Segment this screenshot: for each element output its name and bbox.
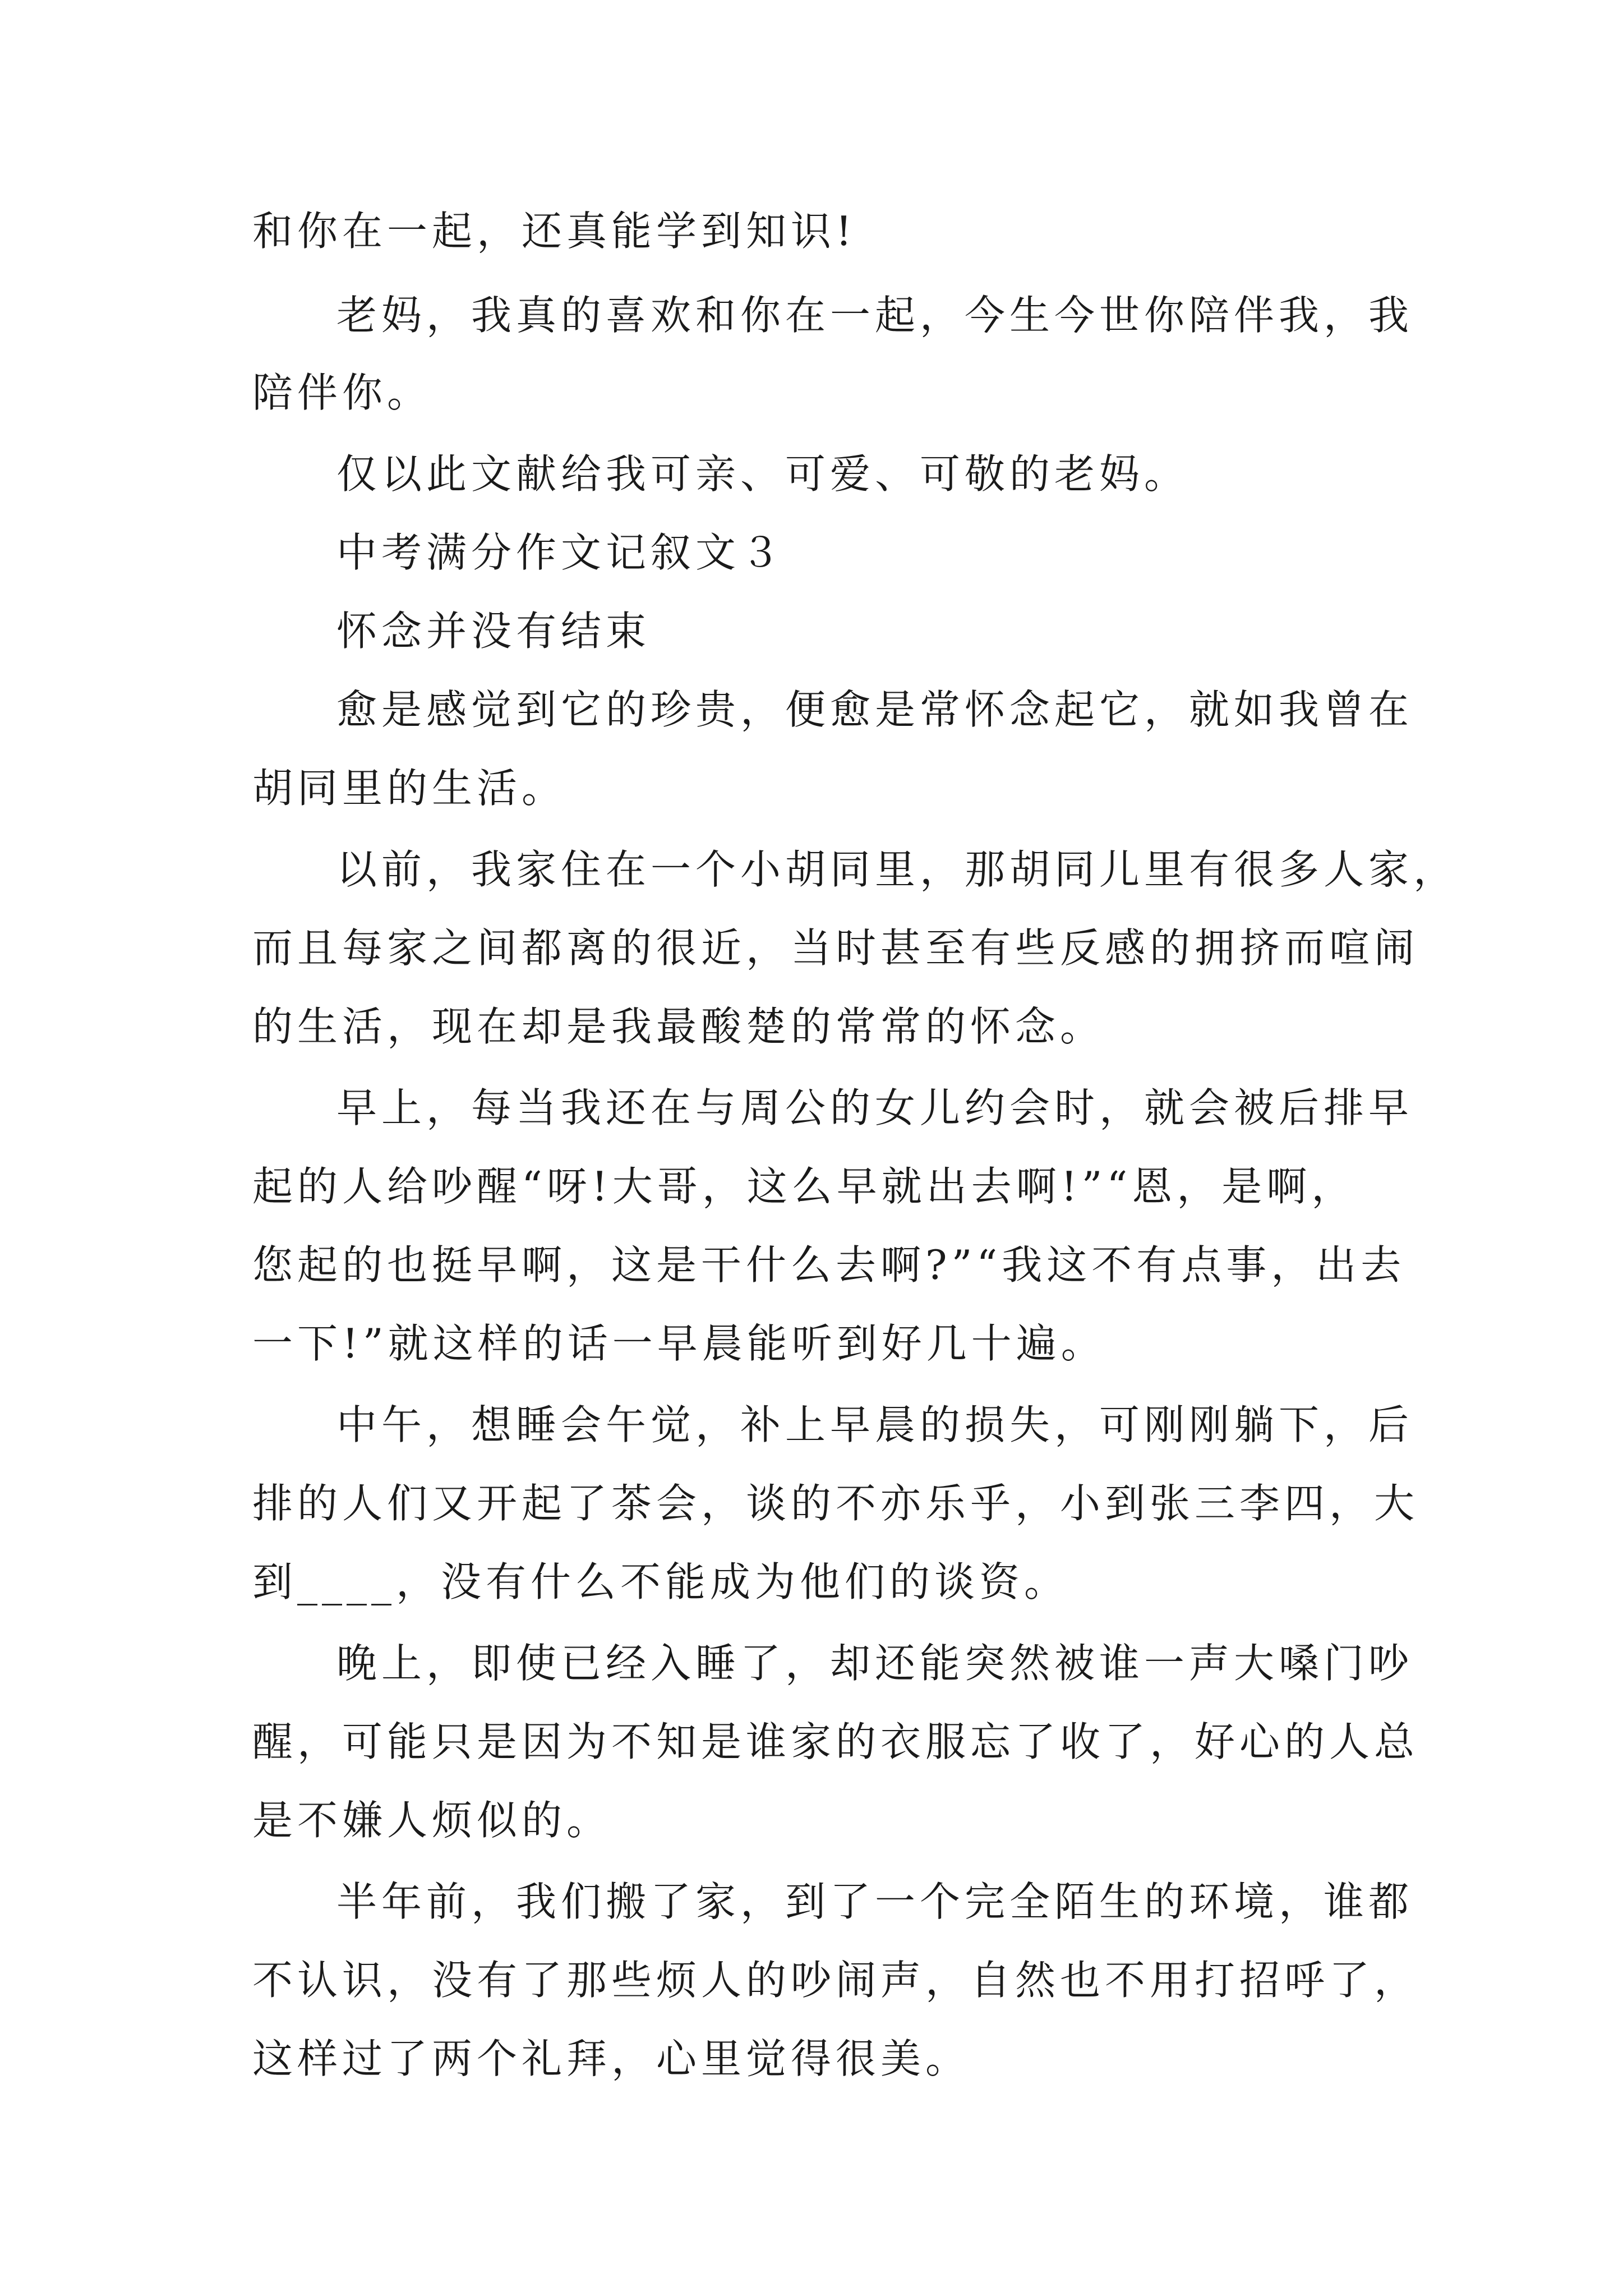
text-line: 醒，可能只是因为不知是谁家的衣服忘了收了，好心的人总 — [252, 1718, 1419, 1765]
text-line: 胡同里的生活。 — [252, 765, 567, 812]
text-line: 的生活，现在却是我最酸楚的常常的怀念。 — [252, 1003, 1105, 1050]
essay-title: 怀念并没有结束 — [336, 608, 651, 655]
text-line: 而且每家之间都离的很近，当时甚至有些反感的拥挤而喧闹 — [252, 924, 1419, 972]
text-line: 陪伴你。 — [252, 369, 432, 416]
paragraph-first-line: 中午，想睡会午觉，补上早晨的损失，可刚刚躺下，后 — [336, 1401, 1414, 1448]
text-line: 到____，没有什么不能成为他们的谈资。 — [252, 1558, 1069, 1605]
text-line: 这样过了两个礼拜，心里觉得很美。 — [252, 2035, 971, 2082]
text-line: 您起的也挺早啊，这是干什么去啊?”“我这不有点事，出去 — [252, 1241, 1406, 1289]
paragraph-first-line: 早上，每当我还在与周公的女儿约会时，就会被后排早 — [336, 1084, 1414, 1131]
paragraph-first-line: 愈是感觉到它的珍贵，便愈是常怀念起它，就如我曾在 — [336, 686, 1414, 733]
paragraph-first-line: 以前，我家住在一个小胡同里，那胡同儿里有很多人家， — [336, 846, 1459, 893]
text-line: 排的人们又开起了茶会，谈的不亦乐乎，小到张三李四，大 — [252, 1480, 1419, 1527]
text-line: 是不嫌人烦似的。 — [252, 1797, 612, 1844]
text-line: 和你在一起，还真能学到知识! — [252, 208, 856, 255]
section-heading: 中考满分作文记叙文３ — [336, 529, 786, 576]
text-line: 不认识，没有了那些烦人的吵闹声，自然也不用打招呼了， — [252, 1957, 1419, 2004]
text-line: 起的人给吵醒“呀!大哥，这么早就出去啊!”“恩，是啊， — [252, 1163, 1357, 1210]
paragraph-first-line: 半年前，我们搬了家，到了一个完全陌生的环境，谁都 — [336, 1878, 1414, 1925]
text-line: 一下!”就这样的话一早晨能听到好几十遍。 — [252, 1320, 1106, 1367]
paragraph-first-line: 仅以此文献给我可亲、可爱、可敬的老妈。 — [336, 450, 1189, 498]
paragraph-first-line: 老妈，我真的喜欢和你在一起，今生今世你陪伴我，我 — [336, 292, 1414, 339]
paragraph-first-line: 晚上，即使已经入睡了，却还能突然被谁一声大嗓门吵 — [336, 1640, 1414, 1687]
